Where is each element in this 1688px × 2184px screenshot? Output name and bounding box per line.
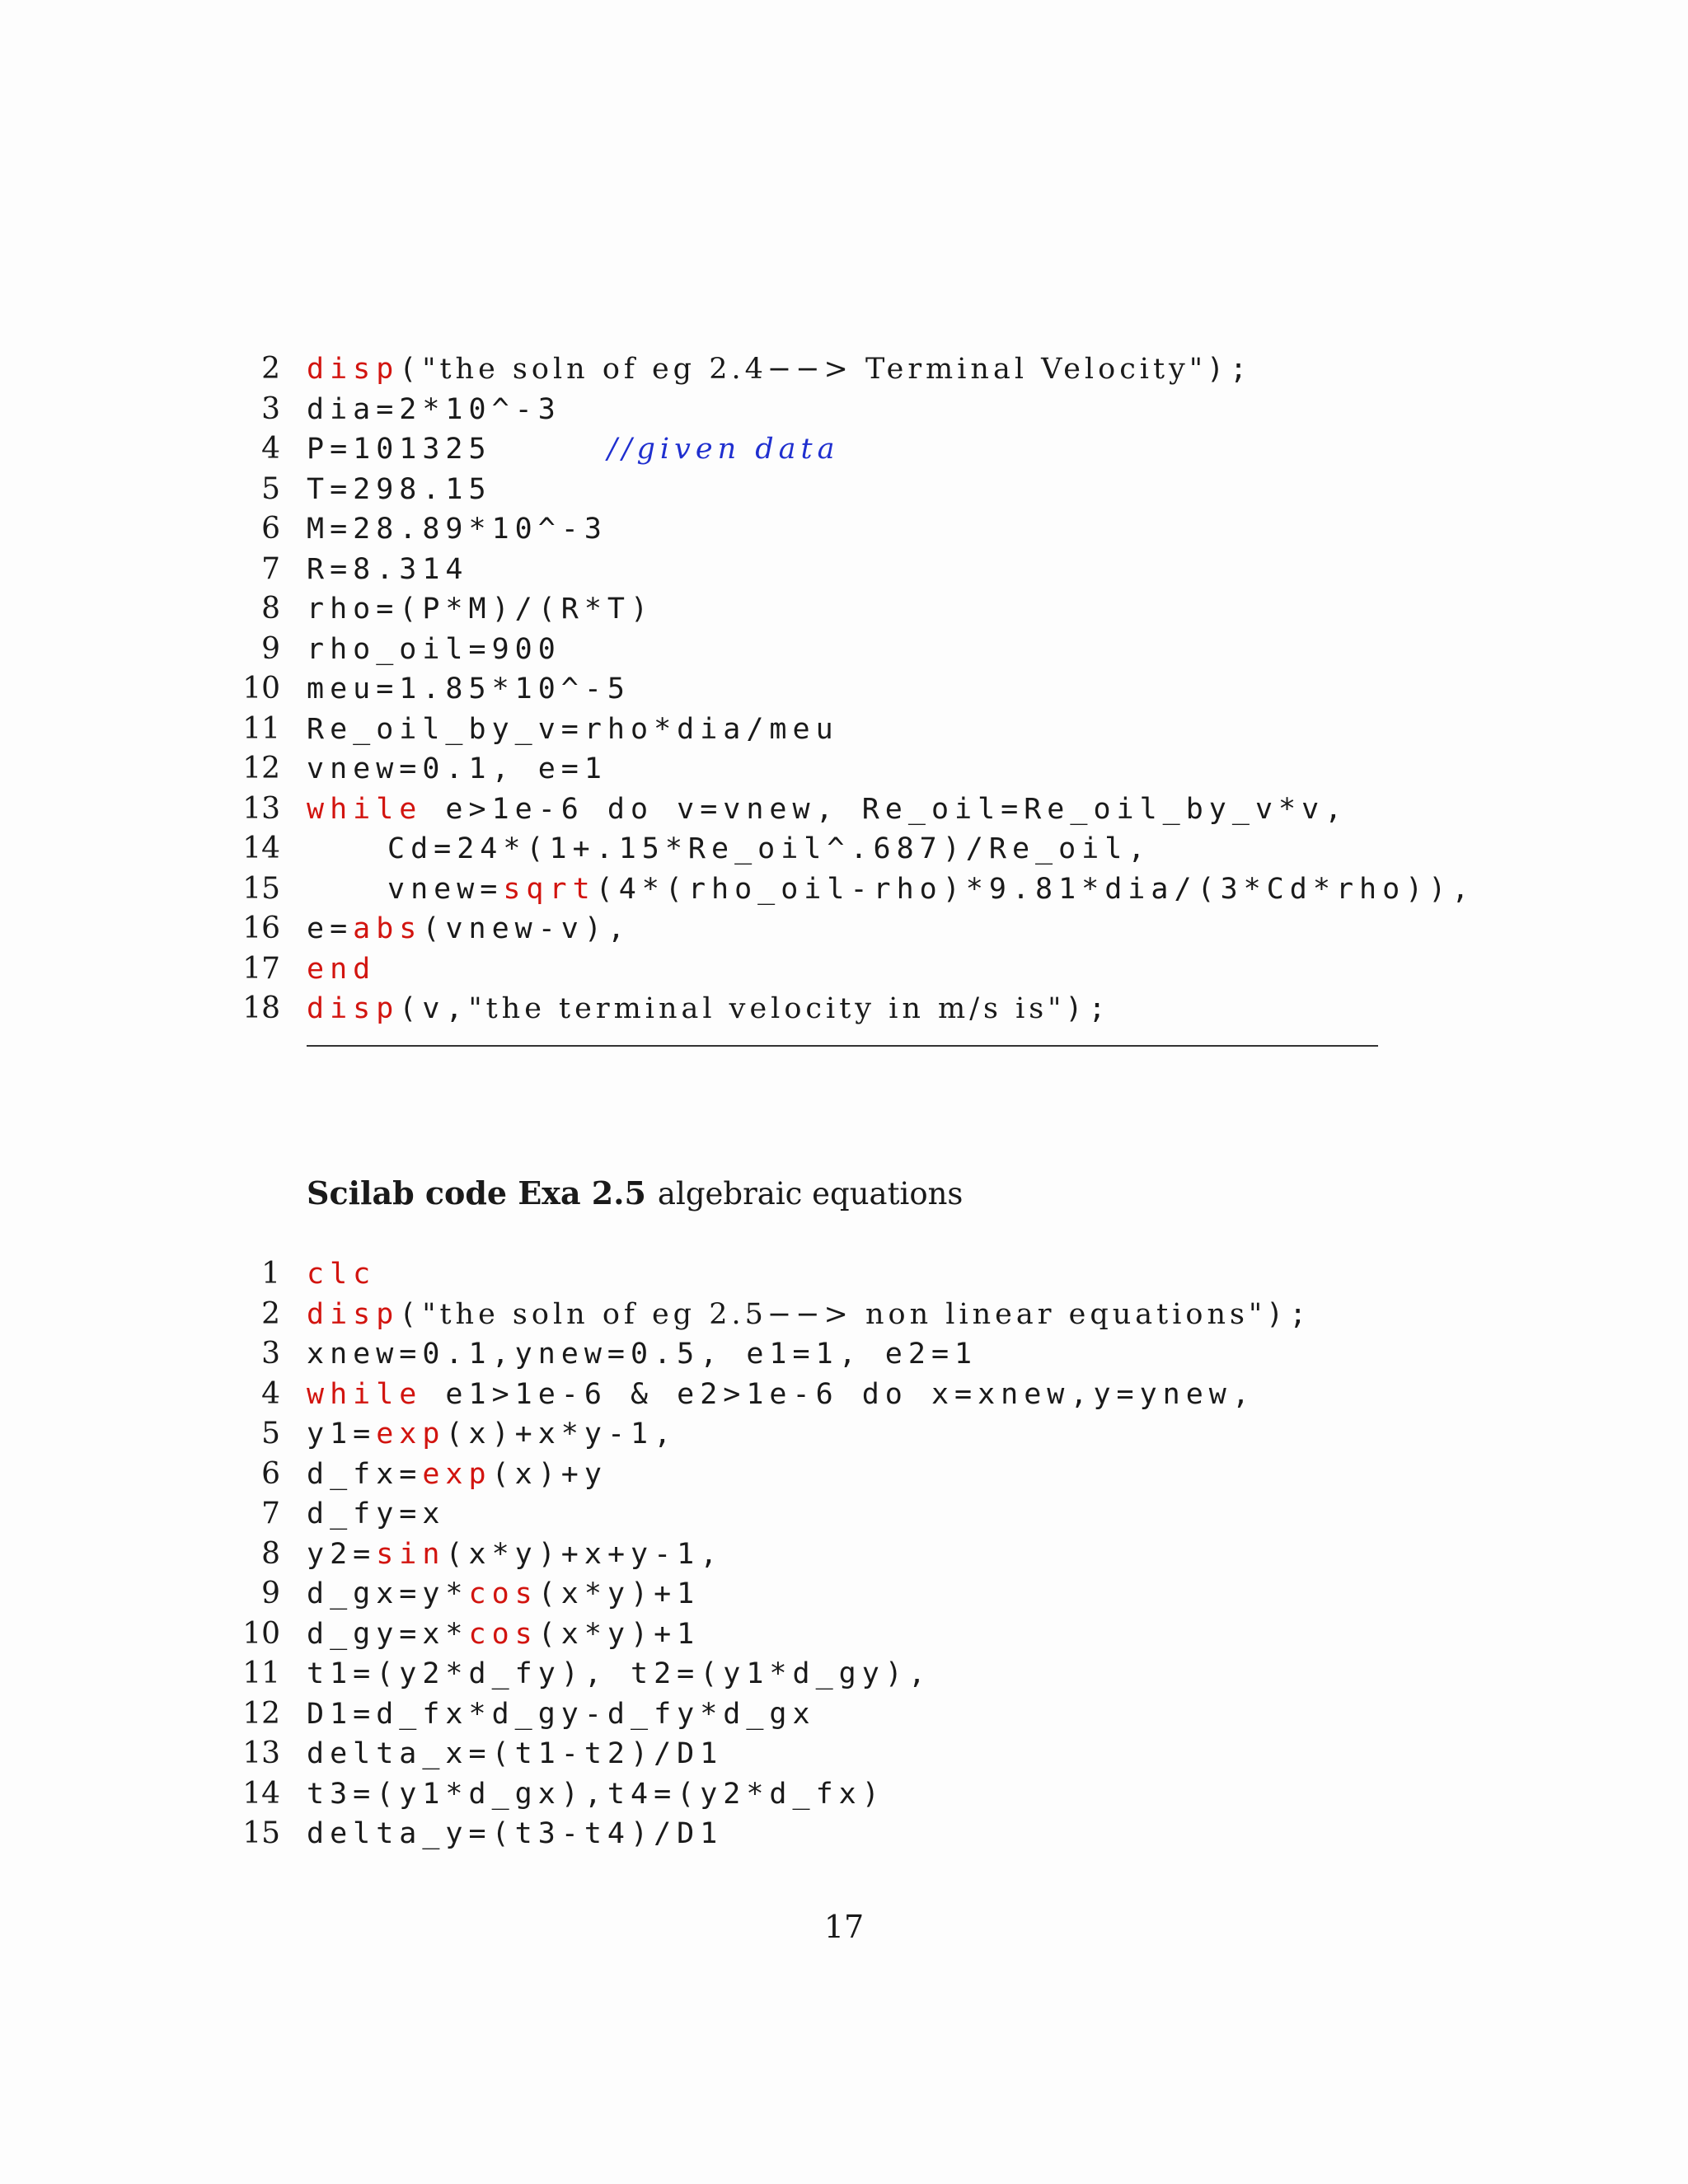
line-number: 4 xyxy=(261,432,280,466)
code-keyword: abs xyxy=(353,912,423,945)
code-line xyxy=(0,1375,1688,1414)
code-comment: //given data xyxy=(607,433,840,466)
code-token: M=28.89*10^-3 xyxy=(307,513,607,546)
code-token: rho=(P*M)/(R*T) xyxy=(307,593,654,626)
code-line xyxy=(0,1254,1688,1294)
caption-label: Scilab code Exa 2.5 xyxy=(307,1174,646,1212)
code-text xyxy=(307,1694,816,1734)
code-line xyxy=(0,909,1688,949)
code-text xyxy=(307,1494,445,1534)
code-line xyxy=(0,1455,1688,1494)
line-number: 6 xyxy=(261,1456,280,1491)
line-number: 13 xyxy=(242,791,280,826)
code-token: (x)+x*y-1, xyxy=(445,1418,678,1451)
code-line xyxy=(0,429,1688,469)
code-line xyxy=(0,1734,1688,1774)
code-text xyxy=(307,349,1253,389)
code-line xyxy=(0,1774,1688,1814)
code-text xyxy=(307,1774,885,1814)
line-number: 8 xyxy=(261,592,280,626)
code-text xyxy=(307,470,492,509)
code-line xyxy=(0,829,1688,869)
code-token: ); xyxy=(1065,992,1112,1025)
code-token: y2= xyxy=(307,1537,377,1571)
code-text xyxy=(387,829,1151,869)
code-text xyxy=(307,390,561,429)
code-token: vnew= xyxy=(387,872,504,906)
code-text xyxy=(307,790,1348,829)
code-line xyxy=(0,669,1688,709)
code-token: (x*y)+1 xyxy=(537,1577,701,1610)
code-line xyxy=(0,1334,1688,1374)
code-token: t1=(y2*d_fy), t2=(y1*d_gy), xyxy=(307,1657,931,1690)
code-line xyxy=(0,1295,1688,1334)
line-number: 9 xyxy=(261,631,280,666)
code-keyword: cos xyxy=(468,1617,538,1651)
code-keyword: disp xyxy=(307,353,400,386)
code-text xyxy=(307,1814,723,1854)
code-text xyxy=(307,710,839,749)
code-text xyxy=(307,1254,376,1294)
line-number: 5 xyxy=(261,471,280,506)
line-number: 2 xyxy=(261,352,280,386)
line-number: 15 xyxy=(242,1816,280,1850)
code-token: (x*y)+1 xyxy=(537,1617,701,1651)
code-token: (vnew-v), xyxy=(422,912,631,945)
code-token: ( xyxy=(399,353,423,386)
line-number: 18 xyxy=(242,991,280,1025)
line-number: 7 xyxy=(261,1497,280,1530)
line-number: 2 xyxy=(261,1296,280,1331)
code-token: D1=d_fx*d_gy-d_fy*d_gx xyxy=(307,1697,816,1731)
code-text xyxy=(307,1615,700,1654)
code-keyword: cos xyxy=(468,1577,538,1610)
code-line xyxy=(0,550,1688,589)
line-number: 3 xyxy=(261,1337,280,1371)
code-text xyxy=(307,1455,607,1494)
code-token: xnew=0.1,ynew=0.5, e1=1, e2=1 xyxy=(307,1338,978,1371)
code-text xyxy=(307,989,1112,1029)
code-caption xyxy=(307,1170,963,1217)
code-token: e1>1e-6 & e2>1e-6 do x=xnew,y=ynew, xyxy=(422,1377,1255,1411)
code-token: (4*(rho_oil-rho)*9.81*dia/(3*Cd*rho)), xyxy=(595,872,1475,906)
line-number: 10 xyxy=(242,672,280,705)
line-number: 7 xyxy=(261,551,280,586)
code-line xyxy=(0,630,1688,669)
code-token: d_fy=x xyxy=(307,1497,446,1530)
code-token: (v, xyxy=(399,992,469,1025)
line-number: 12 xyxy=(242,1696,280,1731)
code-token: ); xyxy=(1206,353,1254,386)
line-number: 10 xyxy=(242,1616,280,1651)
code-keyword: clc xyxy=(307,1258,377,1291)
code-token: ( xyxy=(399,1297,423,1331)
code-token: e>1e-6 do v=vnew, Re_oil=Re_oil_by_v*v, xyxy=(422,792,1348,826)
code-line xyxy=(0,989,1688,1029)
code-keyword: while xyxy=(307,1377,423,1411)
code-line xyxy=(0,1574,1688,1614)
line-number: 1 xyxy=(261,1257,280,1291)
code-token: vnew=0.1, e=1 xyxy=(307,752,607,785)
code-text xyxy=(307,749,607,789)
code-text xyxy=(307,949,376,989)
code-token: delta_x=(t1-t2)/D1 xyxy=(307,1737,724,1770)
code-token: ); xyxy=(1266,1297,1313,1331)
code-line xyxy=(0,1814,1688,1854)
code-text xyxy=(307,1734,723,1774)
code-line xyxy=(0,949,1688,989)
code-token: rho_oil=900 xyxy=(307,632,561,666)
code-token: d_fx= xyxy=(307,1457,423,1491)
line-number: 11 xyxy=(242,711,280,746)
code-text xyxy=(307,550,469,589)
code-token: d_gx=y* xyxy=(307,1577,469,1610)
code-line xyxy=(0,349,1688,389)
code-token: dia=2*10^-3 xyxy=(307,392,561,426)
code-line xyxy=(0,509,1688,549)
code-text xyxy=(307,589,654,629)
code-token: e= xyxy=(307,912,354,945)
code-text xyxy=(307,669,631,709)
code-token: (x*y)+x+y-1, xyxy=(445,1537,724,1571)
code-text xyxy=(307,429,839,469)
code-text xyxy=(307,1295,1312,1334)
code-token: P=101325 xyxy=(307,433,607,466)
code-keyword: sin xyxy=(376,1537,446,1571)
code-line xyxy=(0,589,1688,629)
line-number: 13 xyxy=(242,1736,280,1770)
page-number: 17 xyxy=(823,1909,865,1945)
code-line xyxy=(0,390,1688,429)
code-token: meu=1.85*10^-5 xyxy=(307,673,631,705)
code-text xyxy=(387,869,1475,909)
code-line xyxy=(0,710,1688,749)
code-keyword: exp xyxy=(422,1457,492,1491)
code-line xyxy=(0,1694,1688,1734)
code-line xyxy=(0,790,1688,829)
code-line xyxy=(0,749,1688,789)
code-token: (x)+y xyxy=(491,1457,607,1491)
line-number: 8 xyxy=(261,1536,280,1571)
code-line xyxy=(0,470,1688,509)
code-text xyxy=(307,1574,700,1614)
code-line xyxy=(0,1535,1688,1574)
code-line xyxy=(0,869,1688,909)
line-number: 16 xyxy=(242,912,280,945)
line-number: 3 xyxy=(261,391,280,426)
code-text xyxy=(307,509,607,549)
line-number: 5 xyxy=(261,1417,280,1451)
code-keyword: exp xyxy=(376,1418,446,1451)
line-number: 17 xyxy=(242,951,280,986)
code-line xyxy=(0,1654,1688,1694)
line-number: 15 xyxy=(242,871,280,906)
code-text xyxy=(307,1334,978,1374)
line-number: 11 xyxy=(242,1657,280,1690)
code-token: delta_y=(t3-t4)/D1 xyxy=(307,1817,724,1850)
code-string: "the soln of eg 2.4−−> Terminal Velocity" xyxy=(422,353,1207,386)
code-token: R=8.314 xyxy=(307,552,469,586)
code-keyword: end xyxy=(307,952,377,986)
line-number: 12 xyxy=(242,752,280,785)
code-keyword: disp xyxy=(307,1297,400,1331)
code-line xyxy=(0,1615,1688,1654)
code-text xyxy=(307,1535,723,1574)
line-number: 14 xyxy=(242,832,280,865)
code-text xyxy=(307,1375,1255,1414)
code-string: "the soln of eg 2.5−−> non linear equations" xyxy=(422,1297,1267,1331)
line-number: 14 xyxy=(242,1776,280,1811)
code-text xyxy=(307,909,631,949)
caption-text: algebraic equations xyxy=(657,1176,964,1212)
code-line xyxy=(0,1494,1688,1534)
code-text xyxy=(307,1414,677,1454)
code-keyword: sqrt xyxy=(503,872,596,906)
code-token: y1= xyxy=(307,1418,377,1451)
listing-end-rule xyxy=(307,1045,1378,1047)
code-keyword: while xyxy=(307,792,423,826)
code-text xyxy=(307,630,561,669)
code-token: T=298.15 xyxy=(307,472,492,506)
line-number: 6 xyxy=(261,512,280,546)
code-token: d_gy=x* xyxy=(307,1617,469,1651)
code-keyword: disp xyxy=(307,992,400,1025)
code-string: "the terminal velocity in m/s is" xyxy=(468,992,1066,1025)
code-text xyxy=(307,1654,931,1694)
code-token: t3=(y1*d_gx),t4=(y2*d_fx) xyxy=(307,1777,885,1811)
line-number: 4 xyxy=(261,1376,280,1411)
line-number: 9 xyxy=(261,1577,280,1610)
code-line xyxy=(0,1414,1688,1454)
code-token: Cd=24*(1+.15*Re_oil^.687)/Re_oil, xyxy=(387,832,1151,865)
code-token: Re_oil_by_v=rho*dia/meu xyxy=(307,712,839,746)
